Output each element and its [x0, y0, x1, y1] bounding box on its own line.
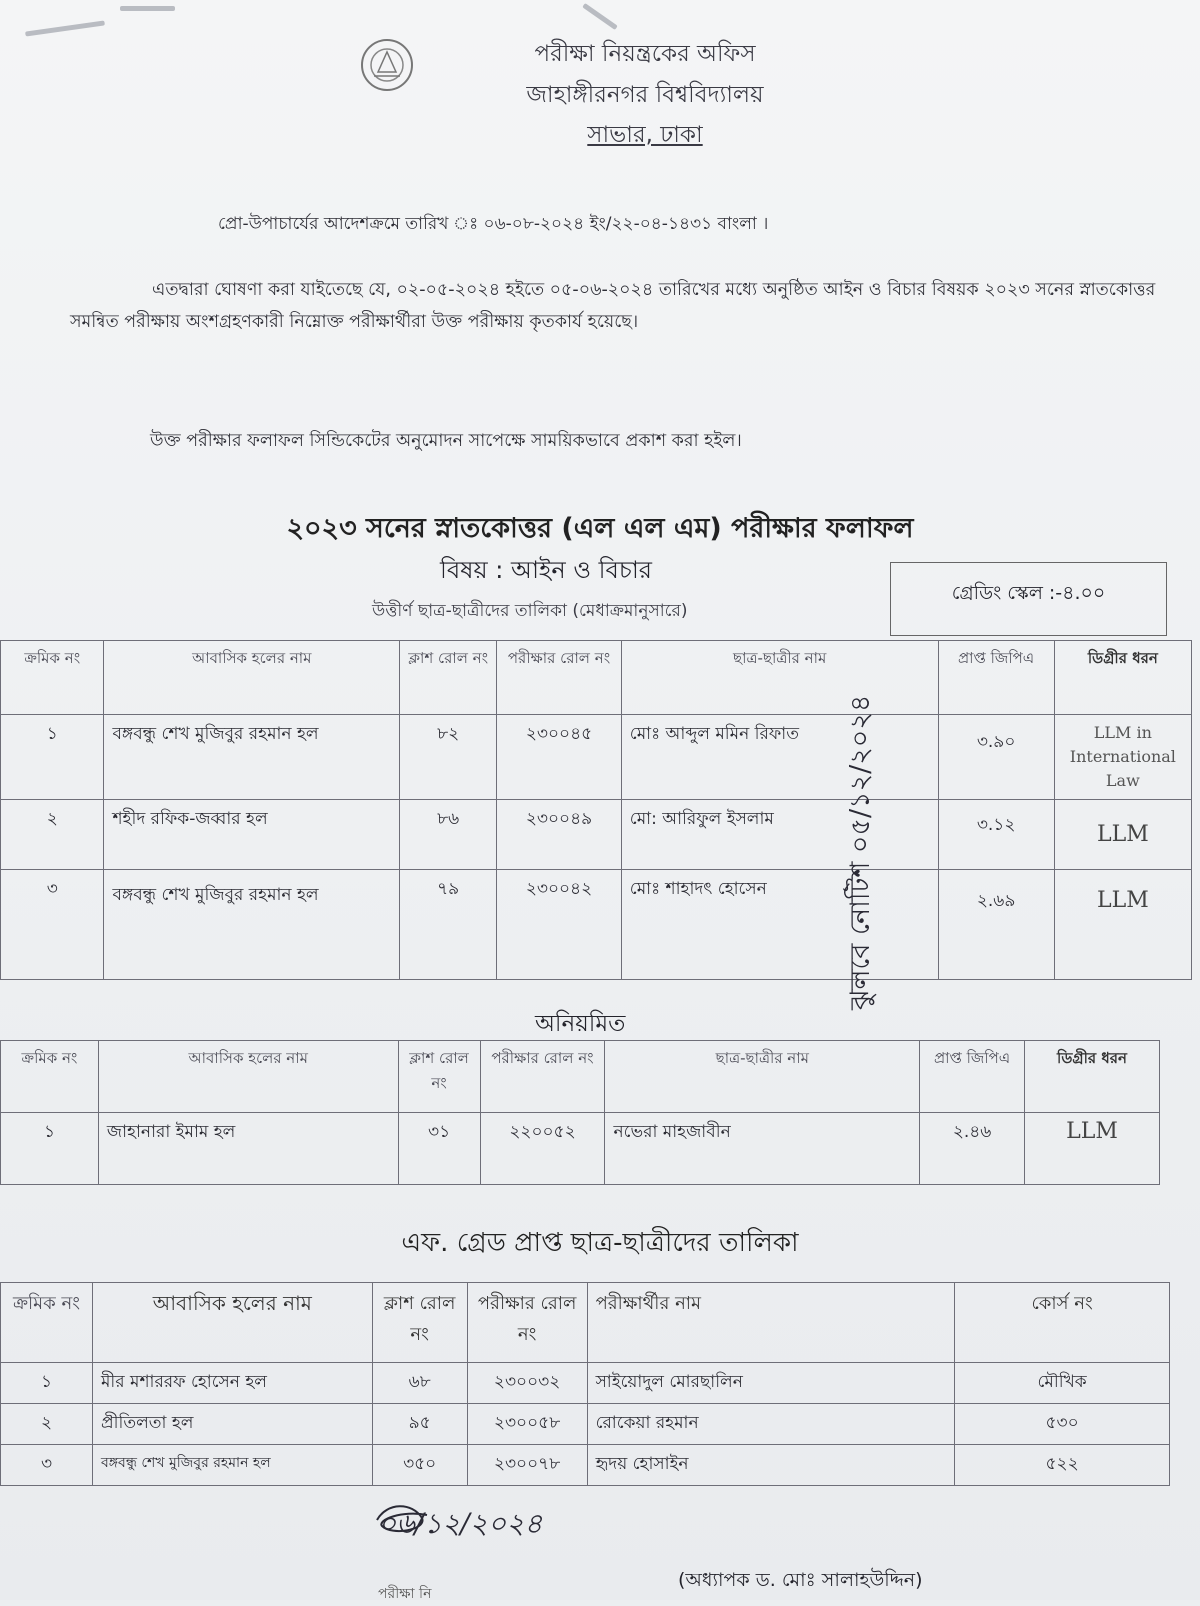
table-row — [1, 1404, 1170, 1445]
gpa-cell: ৩.৯০ — [938, 715, 1054, 800]
col-header: ডিগ্রীর ধরন — [1054, 641, 1191, 715]
table-row — [1, 1363, 1170, 1404]
col-header: ছাত্র-ছাত্রীর নাম — [605, 1041, 920, 1113]
col-header: ক্রমিক নং — [1, 1041, 99, 1113]
col-header: ডিগ্রীর ধরন — [1025, 1041, 1160, 1113]
hall-cell: বঙ্গবন্ধু শেখ মুজিবুর রহমান হল — [104, 870, 400, 980]
class-roll-cell: ৯৫ — [372, 1404, 467, 1445]
col-header: পরীক্ষার্থীর নাম — [587, 1283, 955, 1363]
table-header-row — [1, 1041, 1160, 1113]
col-header: পরীক্ষার রোল নং — [497, 641, 622, 715]
irregular-title: অনিয়মিত — [535, 1011, 626, 1037]
hall-cell: প্রীতিলতা হল — [92, 1404, 372, 1445]
class-roll-cell: ৭৯ — [400, 870, 497, 980]
class-roll-cell: ৮৬ — [400, 800, 497, 870]
signature-date: ০৬/১২/২০২৪ — [378, 1507, 543, 1540]
col-header: ক্রমিক নং — [1, 1283, 93, 1363]
hall-cell: জাহানারা ইমাম হল — [98, 1113, 398, 1185]
col-header: ছাত্র-ছাত্রীর নাম — [621, 641, 938, 715]
col-header: আবাসিক হলের নাম — [98, 1041, 398, 1113]
student-name-cell: রোকেয়া রহমান — [587, 1404, 955, 1445]
exam-roll-cell: ২৩০০৭৮ — [467, 1445, 587, 1486]
table-row — [1, 870, 1192, 980]
hall-cell: বঙ্গবন্ধু শেখ মুজিবুর রহমান হল — [104, 715, 400, 800]
grading-scale-text: গ্রেডিং স্কেল :-৪.০০ — [951, 582, 1106, 604]
hall-cell: শহীদ রফিক-জব্বার হল — [104, 800, 400, 870]
class-roll-cell: ৬৮ — [372, 1363, 467, 1404]
col-header: আবাসিক হলের নাম — [92, 1283, 372, 1363]
serial-cell: ১ — [1, 1113, 99, 1185]
serial-cell: ২ — [1, 800, 104, 870]
student-name-cell: মোঃ শাহাদৎ হোসেন — [621, 870, 938, 980]
table-row — [1, 1113, 1160, 1185]
course-cell: মৌখিক — [955, 1363, 1170, 1404]
exam-roll-cell: ২৩০০৪৫ — [497, 715, 622, 800]
class-roll-cell: ৮২ — [400, 715, 497, 800]
col-header: ক্লাশ রোল নং — [372, 1283, 467, 1363]
class-roll-cell: ৩১ — [398, 1113, 480, 1185]
gpa-cell: ২.৪৬ — [920, 1113, 1025, 1185]
exam-roll-cell: ২৩০০৩২ — [467, 1363, 587, 1404]
col-header: পরীক্ষার রোল নং — [480, 1041, 605, 1113]
student-name-cell: হৃদয় হোসাইন — [587, 1445, 955, 1486]
hall-cell: মীর মশাররফ হোসেন হল — [92, 1363, 372, 1404]
gpa-cell: ২.৬৯ — [938, 870, 1054, 980]
irregular-table — [0, 1040, 1160, 1185]
serial-cell: ১ — [1, 1363, 93, 1404]
col-header: প্রাপ্ত জিপিএ — [938, 641, 1054, 715]
table-row — [1, 1445, 1170, 1486]
hall-cell: বঙ্গবন্ধু শেখ মুজিবুর রহমান হল — [92, 1445, 372, 1486]
degree-cell: LLM — [1054, 800, 1191, 870]
student-name-cell: সাইয়োদুল মোরছালিন — [587, 1363, 955, 1404]
order-line: প্রো-উপাচার্যের আদেশক্রমে তারিখ ঃ ০৬-০৮-২০২৪ ইং/২২-০৪-১৪৩১ বাংলা । — [218, 214, 769, 234]
student-name-cell: মো: আরিফুল ইসলাম — [621, 800, 938, 870]
list-caption: উত্তীর্ণ ছাত্র-ছাত্রীদের তালিকা (মেধাক্রমানুসারে) — [372, 601, 688, 621]
office-name: পরীক্ষা নিয়ন্ত্রকের অফিস — [534, 41, 756, 67]
signatory-name: (অধ্যাপক ড. মোঃ সালাহউদ্দিন) — [678, 1569, 923, 1591]
serial-cell: ৩ — [1, 1445, 93, 1486]
degree-cell: LLM — [1025, 1113, 1160, 1185]
handwritten-note: ঝুলবে নোটিশ ০৫/১২/২০২৪ — [845, 694, 876, 1010]
student-name-cell: মোঃ আব্দুল মমিন রিফাত — [621, 715, 938, 800]
university-name: জাহাঙ্গীরনগর বিশ্ববিদ্যালয় — [526, 82, 764, 108]
table-header-row — [1, 1283, 1170, 1363]
col-header: আবাসিক হলের নাম — [104, 641, 400, 715]
class-roll-cell: ৩৫০ — [372, 1445, 467, 1486]
location — [45, 116, 1200, 155]
student-name-cell: নভেরা মাহজাবীন — [605, 1113, 920, 1185]
announcement-paragraph: এতদ্বারা ঘোষণা করা যাইতেছে যে, ০২-০৫-২০২৪ হইতে ০৫-০৬-২০২৪ তারিখের মধ্যে অনুষ্ঠিত আইন ও বিচার বিষয়ক ২০২৩ সনের স্নাতকোত্তর সমন্বিত পরীক্ষায় অংশগ্রহণকারী নিম্নোক্ত পরীক্ষার্থীরা উক্ত পরীক্ষায় কৃতকার্য হয়েছে। — [70, 280, 1156, 332]
signature-scribble-icon — [372, 1500, 432, 1540]
col-header: পরীক্ষার রোল নং — [467, 1283, 587, 1363]
exam-roll-cell: ২২০০৫২ — [480, 1113, 605, 1185]
exam-roll-cell: ২৩০০৪৯ — [497, 800, 622, 870]
staple-mark — [120, 6, 175, 11]
exam-roll-cell: ২৩০০৪২ — [497, 870, 622, 980]
subject-line: বিষয় : আইন ও বিচার — [440, 556, 653, 584]
degree-cell: LLM — [1054, 870, 1191, 980]
table-header-row — [1, 641, 1192, 715]
col-header: প্রাপ্ত জিপিএ — [920, 1041, 1025, 1113]
fgrade-table — [0, 1282, 1170, 1486]
col-header: কোর্স নং — [955, 1283, 1170, 1363]
provisional-note: উক্ত পরীক্ষার ফলাফল সিন্ডিকেটের অনুমোদন সাপেক্ষে সাময়িকভাবে প্রকাশ করা হইল। — [150, 431, 742, 451]
grading-scale-box — [890, 562, 1167, 636]
serial-cell: ৩ — [1, 870, 104, 980]
exam-roll-cell: ২৩০০৫৮ — [467, 1404, 587, 1445]
table-row — [1, 800, 1192, 870]
result-table — [0, 640, 1192, 980]
col-header: ক্রমিক নং — [1, 641, 104, 715]
gpa-cell: ৩.১২ — [938, 800, 1054, 870]
course-cell: ৫৩০ — [955, 1404, 1170, 1445]
table-row — [1, 715, 1192, 800]
designation-fragment: পরীক্ষা নি — [378, 1586, 432, 1602]
serial-cell: ১ — [1, 715, 104, 800]
col-header: ক্লাশ রোল নং — [400, 641, 497, 715]
course-cell: ৫২২ — [955, 1445, 1170, 1486]
degree-cell: LLM in International Law — [1054, 715, 1191, 800]
col-header: ক্লাশ রোল নং — [398, 1041, 480, 1113]
result-title: ২০২৩ সনের স্নাতকোত্তর (এল এল এম) পরীক্ষার ফলাফল — [286, 513, 914, 544]
serial-cell: ২ — [1, 1404, 93, 1445]
location-text: সাভার, ঢাকা — [587, 122, 703, 148]
fgrade-title: এফ. গ্রেড প্রাপ্ত ছাত্র-ছাত্রীদের তালিকা — [401, 1228, 799, 1258]
